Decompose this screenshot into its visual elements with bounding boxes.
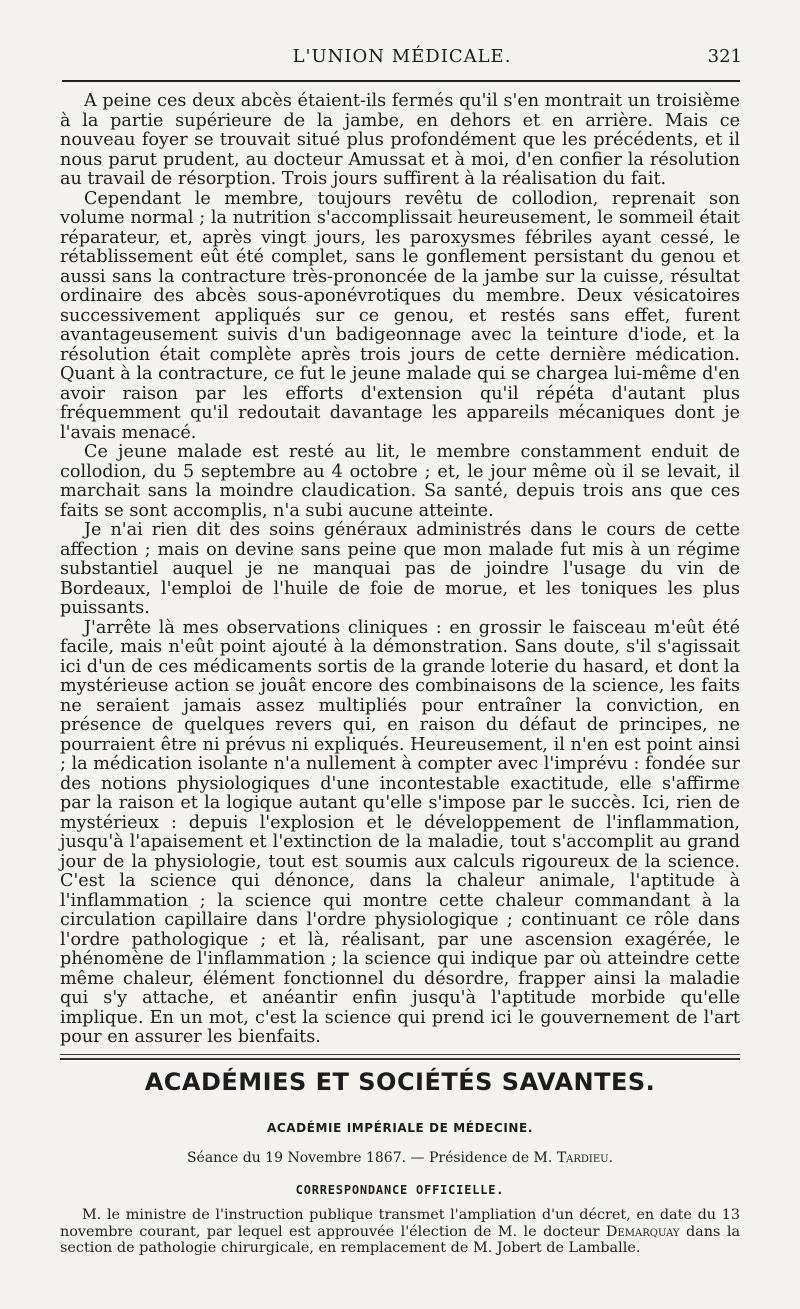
session-president: Tardieu.: [556, 1150, 614, 1166]
section-subtitle: ACADÉMIE IMPÉRIALE DE MÉDECINE.: [266, 1121, 534, 1135]
paragraph: Je n'ai rien dit des soins généraux administrés dans le cours de cette affection ; mais on devine sans peine que mon malade fut mis à un régime substantiel auquel je ne manquai pas de joindre l'usage du vin de Bordeaux, l'emploi de l'huile de foie de morue, et les toniques les plus puissants.: [60, 520, 740, 618]
correspondence-heading: CORRESPONDANCE OFFICIELLE.: [295, 1183, 505, 1197]
running-head: [62, 46, 742, 74]
paragraph: J'arrête là mes observations cliniques : en grossir le faisceau m'eût été facile, mais n'eût point ajouté à la démonstration. Sans doute, s'il s'agissait ici d'un de ces médicaments sortis de la grande loterie du hasard, et dont la mystérieuse action se jouât encore des combinaisons de la science, les faits ne seraient jamais assez multipliés pour entraîner la conviction, en présence de quelques revers qui, en raison du défaut de principes, ne pourraient être ni prévus ni expliqués. Heureusement, il n'en est point ainsi ; la médication isolante n'a nullement à compter avec l'imprévu : fondée sur des notions physiologiques d'une incontestable exactitude, elle s'affirme par la raison et la logique autant qu'elle s'impose par le succès. Ici, rien de mystérieux : depuis l'explosion et le développement de l'inflammation, jusqu'à l'apaisement et l'extinction de la maladie, tout s'accomplit au grand jour de la physiologie, tout est soumis aux calculs rigoureux de la science. C'est la science qui dénonce, dans la chaleur animale, l'aptitude à l'inflammation ; la science qui montre cette chaleur commandant à la circulation capillaire dans l'ordre physiologique ; continuant ce rôle dans l'ordre pathologique ; et là, réalisant, par une ascension exagérée, le phénomène de l'inflammation ; la science qui indique par où atteindre cette même chaleur, élément fonctionnel du désordre, frapper ainsi la maladie qui s'y attache, et anéantir enfin jusqu'à l'aptitude morbide qu'elle implique. En un mot, c'est la science qui prend ici le gouvernement de l'art pour en assurer les bienfaits.: [60, 617, 740, 1047]
paragraph: A peine ces deux abcès étaient-ils fermés qu'il s'en montrait un troisième à la partie supérieure de la jambe, en dehors et en arrière. Mais ce nouveau foyer se trouvait situé plus profondément que les précédents, et il nous parut prudent, au docteur Amussat et à moi, d'en confier la résolution au travail de résorption. Trois jours suffirent à la réalisation du fait.: [60, 91, 740, 189]
correspondence-text-end: dans la section de pathologie chirurgicale, en remplacement de M. Jobert de Lamballe.: [60, 1223, 741, 1256]
doctor-name: Demarquay: [605, 1223, 680, 1240]
article-body: [60, 92, 740, 1048]
running-title: L'UNION MÉDICALE.: [292, 46, 512, 67]
correspondence-text: M. le ministre de l'instruction publique transmet l'ampliation d'un décret, en date du 13 novembre courant, par lequel est approuvée l'élection de M. le docteur: [60, 1207, 740, 1240]
section-title: ACADÉMIES ET SOCIÉTÉS SAVANTES.: [144, 1068, 656, 1096]
paragraph: Ce jeune malade est resté au lit, le membre constamment enduit de collodion, du 5 septembre au 4 octobre ; et, le jour même où il se levait, il marchait sans la moindre claudication. Sa santé, depuis trois ans que ces faits se sont accomplis, n'a subi aucune atteinte.: [60, 442, 740, 521]
paragraph: Cependant le membre, toujours revêtu de collodion, reprenait son volume normal ; la nutrition s'accomplissait heureusement, le sommeil était réparateur, et, après vingt jours, les paroxysmes fébriles ayant cessé, le rétablissement eût été complet, sans le gonflement persistant du genou et aussi sans la contracture très-prononcée de la jambe sur la cuisse, résultat ordinaire des abcès sous-aponévrotiques du membre. Deux vésicatoires successivement appliqués sur ce genou, et restés sans effet, furent avantageusement suivis d'un badigeonnage avec la teinture d'iode, et la résolution était complète après trois jours de cette dernière médication. Quant à la contracture, ce fut le jeune malade qui se chargea lui-même d'en avoir raison par les efforts d'extension qu'il répéta d'autant plus fréquemment qu'il redoutait davantage les appareils mécaniques dont je l'avais menacé.: [60, 188, 740, 443]
page-number: 321: [707, 46, 742, 67]
session-line: [60, 1150, 740, 1166]
session-date-text: Séance du 19 Novembre 1867. — Présidence de M.: [186, 1150, 553, 1166]
header-rule: [62, 80, 740, 82]
correspondence-paragraph: [60, 1207, 740, 1257]
section-divider: [60, 1054, 740, 1055]
section-divider: [60, 1058, 740, 1060]
